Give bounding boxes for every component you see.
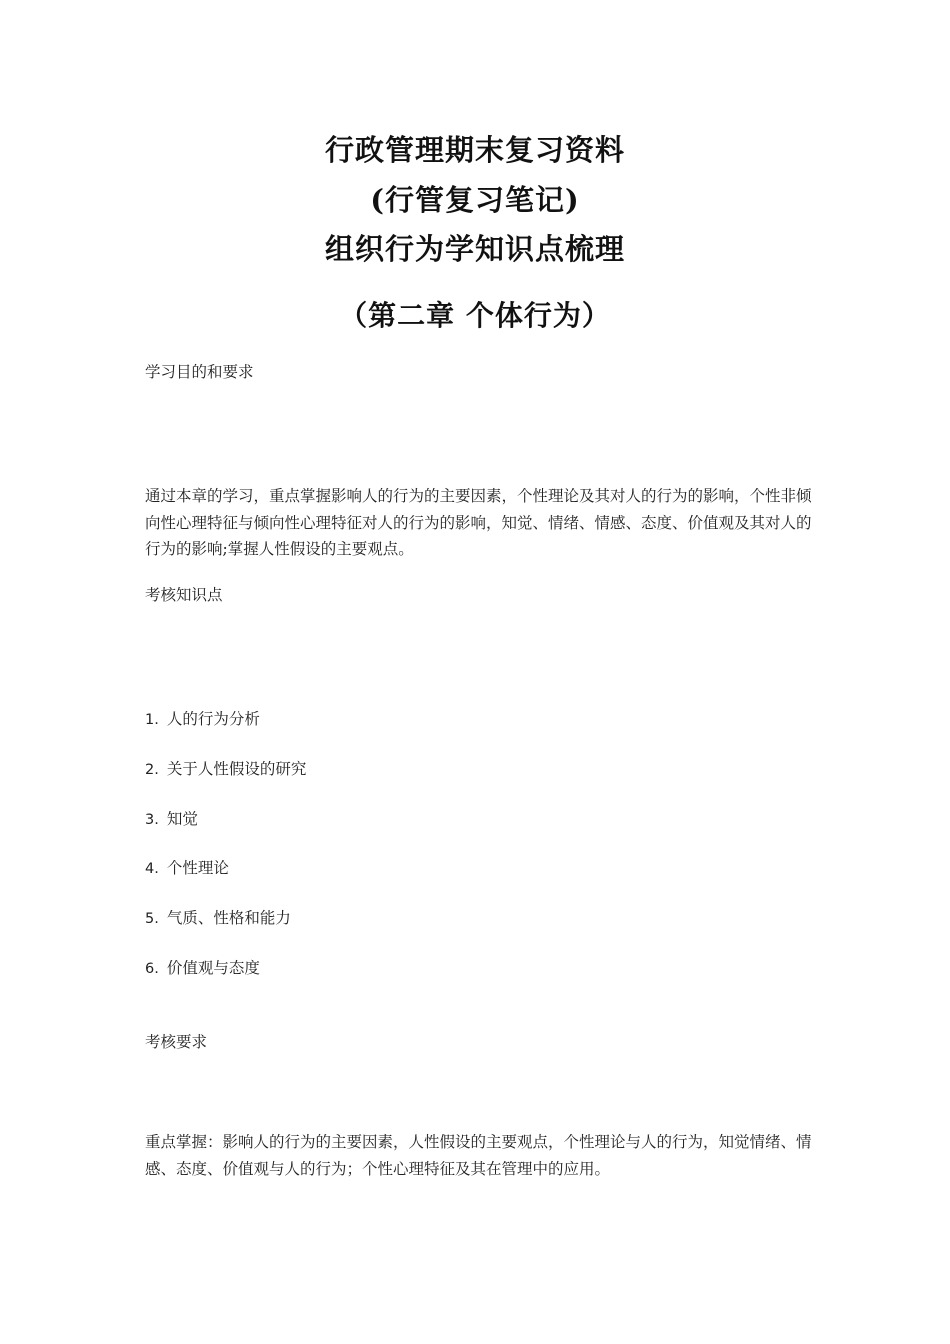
document-title-line-1: 行政管理期末复习资料: [324, 133, 625, 167]
list-item-number: 3.: [145, 812, 159, 828]
list-item-number: 1.: [145, 712, 159, 728]
list-item-number: 2.: [145, 762, 159, 778]
list-item: [145, 706, 817, 733]
list-item-label: 关于人性假设的研究: [166, 760, 307, 778]
list-item: [145, 806, 817, 833]
list-item: [145, 855, 817, 882]
goal-heading: 学习目的和要求: [145, 363, 254, 381]
list-item-label: 人的行为分析: [166, 710, 260, 728]
goal-paragraph: 通过本章的学习，重点掌握影响人的行为的主要因素，个性理论及其对人的行为的影响，个性非倾向性心理特征与倾向性心理特征对人的行为的影响，知觉、情绪、情感、态度、价值观及其对人的行为的影响;掌握人性假设的主要观点。: [145, 487, 812, 558]
list-item-label: 个性理论: [166, 859, 229, 877]
requirements-paragraph: 重点掌握：影响人的行为的主要因素，人性假设的主要观点，个性理论与人的行为，知觉情绪、情感、态度、价值观与人的行为；个性心理特征及其在管理中的应用。: [145, 1133, 812, 1178]
points-heading: 考核知识点: [145, 586, 223, 604]
list-item-number: 4.: [145, 861, 159, 877]
chapter-title: （第二章 个体行为）: [339, 299, 611, 332]
list-item-number: 5.: [145, 911, 159, 927]
list-item: [145, 756, 817, 783]
requirements-heading: 考核要求: [145, 1033, 208, 1051]
document-title-line-2: (行管复习笔记): [370, 183, 580, 217]
list-item-label: 气质、性格和能力: [166, 909, 291, 927]
list-item-number: 6.: [145, 961, 159, 977]
list-item: [145, 955, 817, 982]
list-item-label: 知觉: [166, 810, 198, 828]
document-title-line-3: 组织行为学知识点梳理: [324, 232, 625, 266]
list-item: [145, 905, 817, 932]
list-item-label: 价值观与态度: [166, 959, 260, 977]
